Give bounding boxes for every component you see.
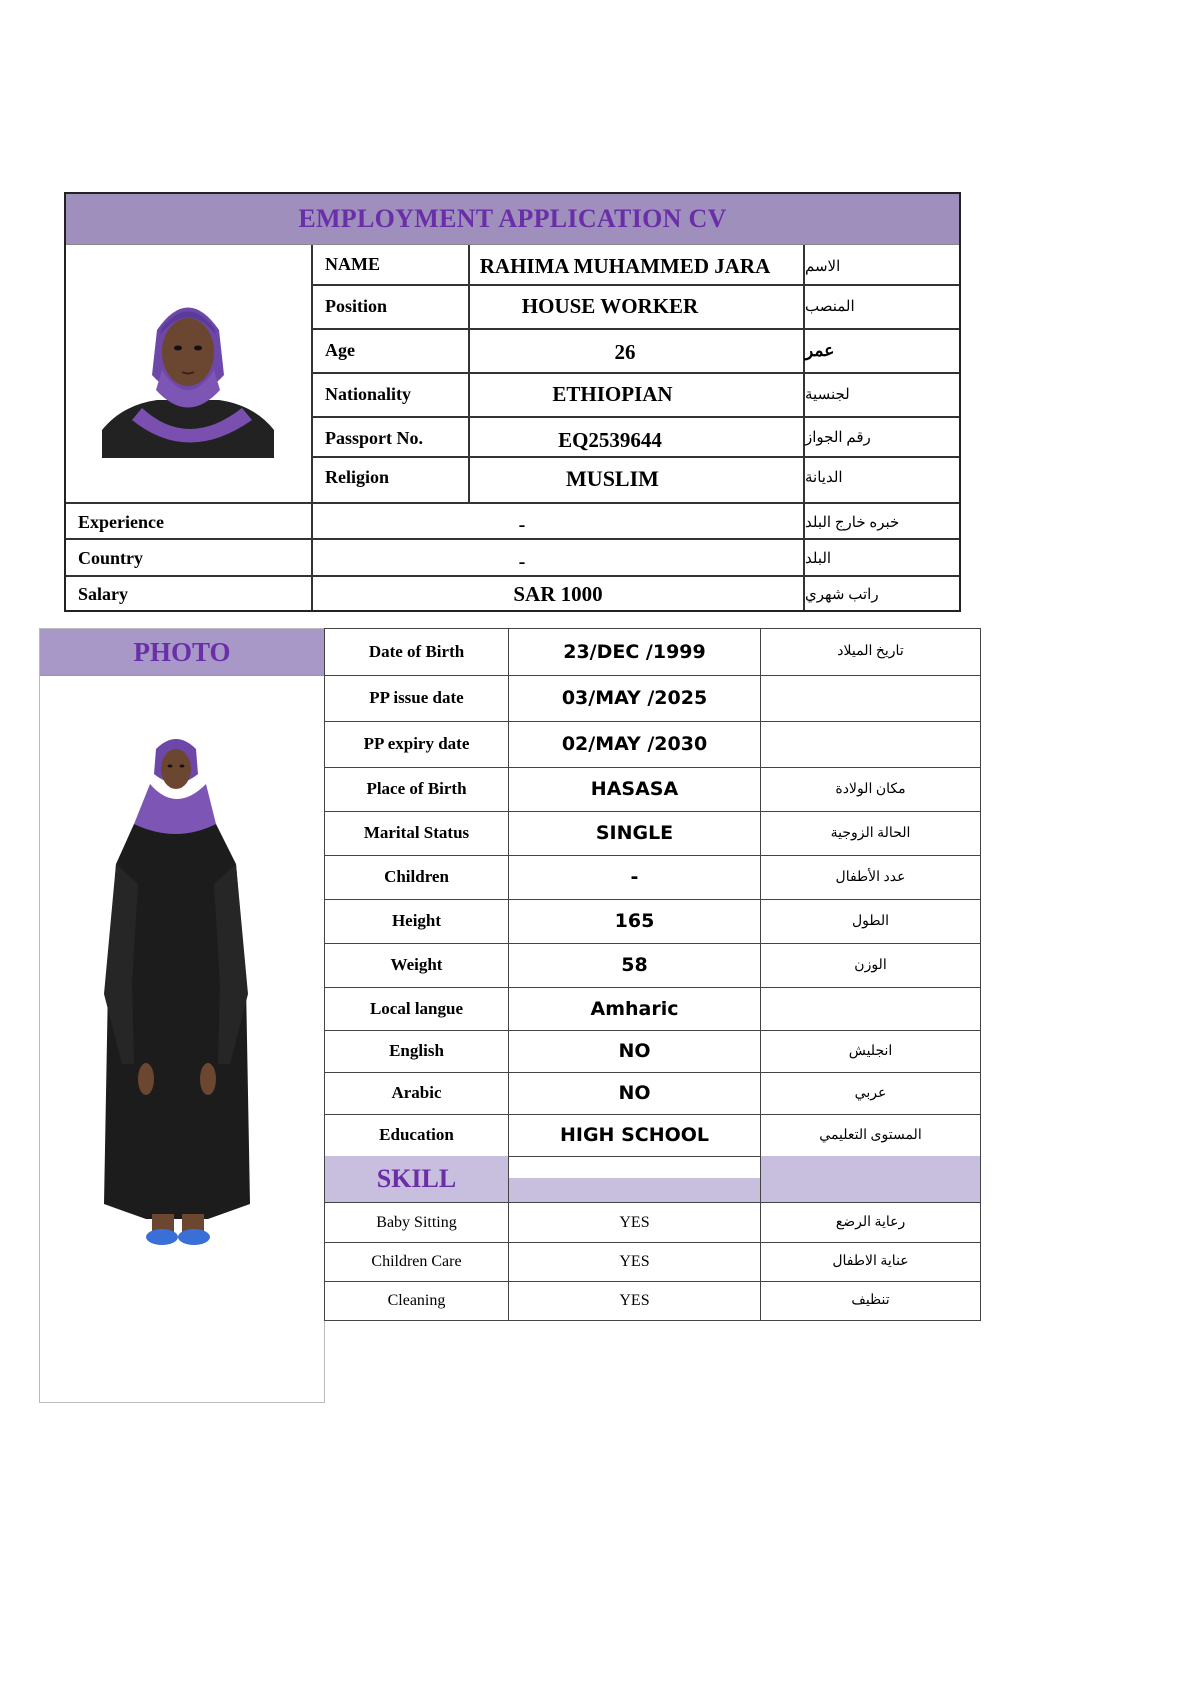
detail-arabic [761,721,980,767]
detail-value: SINGLE [595,822,674,844]
detail-label: Place of Birth [366,779,467,798]
details-table [324,628,981,1321]
value-name: RAHIMA MUHAMMED JARA [479,253,771,278]
detail-label: PP expiry date [363,734,470,753]
skill-arabic: تنظيف [851,1293,890,1308]
detail-arabic: الوزن [854,957,887,973]
detail-arabic: الطول [851,913,890,929]
arabic-nationality: لجنسية [805,387,850,403]
arabic-religion: الديانة [805,469,843,486]
cv-summary-table [64,192,961,612]
detail-arabic [761,987,980,1030]
skill-arabic: رعاية الرضع [835,1215,906,1230]
detail-value: HASASA [590,778,679,800]
full-photo-panel [39,628,325,1403]
detail-arabic: عدد الأطفال [835,869,906,885]
detail-label: English [389,1041,444,1060]
full-body-photo [98,734,258,1254]
value-experience: - [518,513,526,536]
skill-title-bar [325,1156,508,1202]
detail-value: 02/MAY /2030 [561,733,708,755]
detail-value: 165 [614,910,655,932]
detail-label: Local langue [369,998,464,1018]
arabic-salary: راتب شهري [805,587,879,603]
skill-header-arabic-fill [761,1156,980,1202]
detail-label: Date of Birth [368,641,465,661]
arabic-position: المنصب [805,299,855,315]
detail-arabic: تاريخ الميلاد [837,644,904,659]
skill-arabic: عناية الاطفال [832,1254,909,1269]
value-salary: SAR 1000 [513,582,603,606]
detail-label: Weight [390,955,443,974]
detail-value: NO [618,1040,651,1062]
passport-photo [102,290,274,458]
skill-label: Cleaning [387,1291,446,1309]
detail-arabic: المستوى التعليمي [819,1127,922,1143]
label-religion: Religion [325,466,390,487]
detail-arabic [761,675,980,721]
value-country: - [518,550,526,573]
skill-value: YES [619,1213,650,1231]
value-position: HOUSE WORKER [521,294,699,318]
detail-label: Education [379,1125,454,1144]
photo-title-bar [40,629,324,676]
detail-value: 03/MAY /2025 [561,687,708,709]
value-religion: MUSLIM [566,466,659,491]
skill-label: Children Care [371,1252,462,1270]
skill-label: Baby Sitting [376,1213,457,1231]
arabic-experience: خبره خارج البلد [805,514,900,531]
label-country: Country [78,547,144,568]
skill-header-value-fill [509,1178,760,1202]
skill-value: YES [619,1291,650,1309]
cv-title-bar [66,194,959,245]
detail-value: 58 [621,954,648,976]
detail-value: - [630,866,639,888]
label-salary: Salary [78,584,129,604]
detail-label: Children [384,867,449,886]
label-position: Position [325,296,388,316]
detail-label: Height [391,911,442,930]
arabic-passport-no: رقم الجواز [805,429,871,446]
arabic-age: عمر [805,340,835,360]
cv-title: EMPLOYMENT APPLICATION CV [298,204,727,233]
detail-arabic: انجليش [848,1043,893,1059]
label-name: NAME [325,254,380,274]
detail-value: Amharic [590,997,679,1020]
detail-value: HIGH SCHOOL [559,1124,710,1146]
detail-value: NO [618,1082,651,1104]
skill-title: SKILL [376,1164,457,1193]
arabic-country: البلد [805,550,832,567]
photo-title: PHOTO [133,636,231,667]
label-age: Age [325,340,355,360]
value-passport-no: EQ2539644 [558,427,662,452]
detail-arabic: مكان الولادة [835,781,906,797]
detail-label: Marital Status [363,823,470,842]
value-nationality: ETHIOPIAN [552,382,673,406]
label-experience: Experience [78,511,164,532]
label-nationality: Nationality [325,384,412,404]
detail-label: Arabic [391,1083,442,1102]
detail-arabic: الحالة الزوجية [830,825,911,841]
detail-arabic: عربي [854,1085,887,1101]
value-age: 26 [614,340,636,364]
detail-label: PP issue date [369,688,464,707]
arabic-name: الاسم [805,258,841,275]
label-passport-no: Passport No. [325,428,423,448]
detail-value: 23/DEC /1999 [563,640,706,663]
skill-value: YES [619,1252,650,1270]
